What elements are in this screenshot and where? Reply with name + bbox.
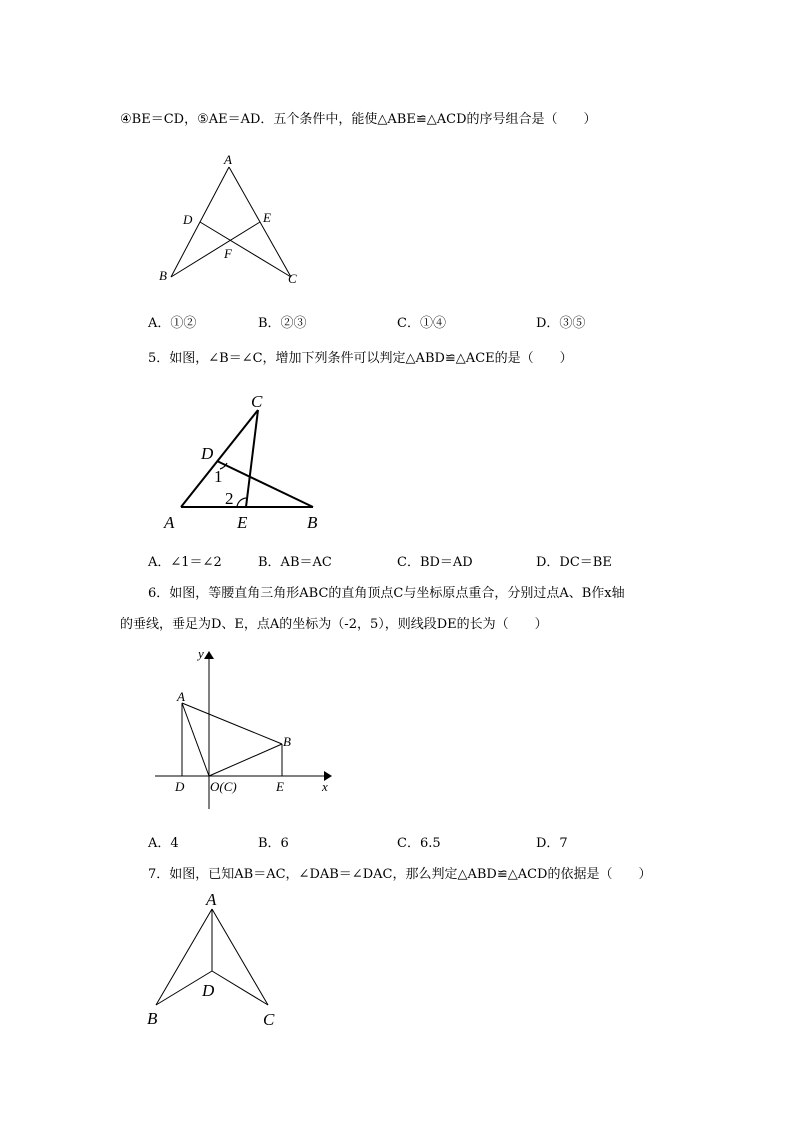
q6-label-o: O(C) [210, 779, 237, 794]
q4-label-c: C [288, 271, 297, 286]
q6-seg-ao [182, 703, 209, 776]
q4-option-b[interactable]: B．②③ [258, 316, 307, 331]
q6-y-arrow [204, 651, 214, 659]
q6-option-d[interactable]: D．7 [536, 836, 568, 851]
q6-seg-ab [182, 703, 282, 744]
q6-option-a[interactable]: A．4 [148, 836, 179, 851]
q4-figure [150, 150, 320, 290]
q5-option-d[interactable]: D．DC＝BE [536, 555, 612, 570]
q5-stem-text: 5．如图，∠B＝∠C，增加下列条件可以判定△ABD≌△ACE的是（ ） [148, 351, 573, 366]
q5-seg-ce [246, 410, 258, 507]
q4-stem-text: ④BE＝CD，⑤AE＝AD．五个条件中，能使△ABE≌△ACD的序号组合是（ ） [120, 112, 597, 127]
q7-label-c: C [263, 1010, 275, 1029]
q5-label-a: A [164, 513, 175, 532]
q7-label-b: B [147, 1009, 158, 1028]
q6-label-e: E [276, 779, 284, 794]
q5-label-b: B [307, 513, 318, 532]
q5-label-2: 2 [225, 489, 234, 508]
q5-label-c: C [251, 392, 263, 411]
q6-option-c[interactable]: C．6.5 [397, 836, 441, 851]
q5-option-b[interactable]: B．AB＝AC [258, 555, 332, 570]
q7-seg-ac [212, 909, 268, 1005]
q5-label-e: E [237, 513, 248, 532]
q7-figure [140, 885, 290, 1035]
q7-seg-cd [212, 971, 268, 1005]
q7-stem-text: 7．如图，已知AB＝AC，∠DAB＝∠DAC，那么判定△ABD≌△ACD的依据是（ ） [148, 867, 652, 882]
q4-label-d: D [183, 212, 193, 227]
q7-label-d: D [202, 981, 215, 1000]
q4-seg-be [171, 222, 260, 277]
q5-figure [155, 385, 335, 535]
q4-label-b: B [159, 268, 167, 283]
q5-angle-2-arc [237, 498, 246, 507]
q6-option-b[interactable]: B．6 [258, 836, 289, 851]
q4-label-f: F [224, 246, 232, 261]
q5-label-d: D [201, 444, 214, 463]
q6-label-y: y [198, 646, 204, 661]
q4-option-a[interactable]: A．①② [148, 316, 197, 331]
q4-label-e: E [263, 210, 271, 225]
q4-label-a: A [224, 152, 232, 167]
q6-figure [150, 645, 340, 815]
q6-stem-line2: 的垂线，垂足为D、E，点A的坐标为（-2，5），则线段DE的长为（ ） [120, 617, 548, 632]
q6-label-x: x [322, 779, 328, 794]
q6-stem-line1: 6．如图，等腰直角三角形ABC的直角顶点C与坐标原点重合，分别过点A、B作x轴 [148, 586, 625, 601]
q5-option-a[interactable]: A．∠1＝∠2 [148, 555, 222, 570]
q4-option-c[interactable]: C．①④ [397, 316, 446, 331]
q6-seg-ob [209, 744, 282, 776]
q4-seg-dc [200, 222, 291, 277]
q6-label-b: B [283, 734, 291, 749]
q6-label-d: D [175, 779, 185, 794]
q6-label-a: A [177, 689, 185, 704]
q5-option-c[interactable]: C．BD＝AD [397, 555, 473, 570]
q5-label-1: 1 [214, 467, 223, 486]
q7-label-a: A [206, 890, 217, 909]
q4-option-d[interactable]: D．③⑤ [536, 316, 586, 331]
q5-seg-ac [181, 410, 258, 507]
